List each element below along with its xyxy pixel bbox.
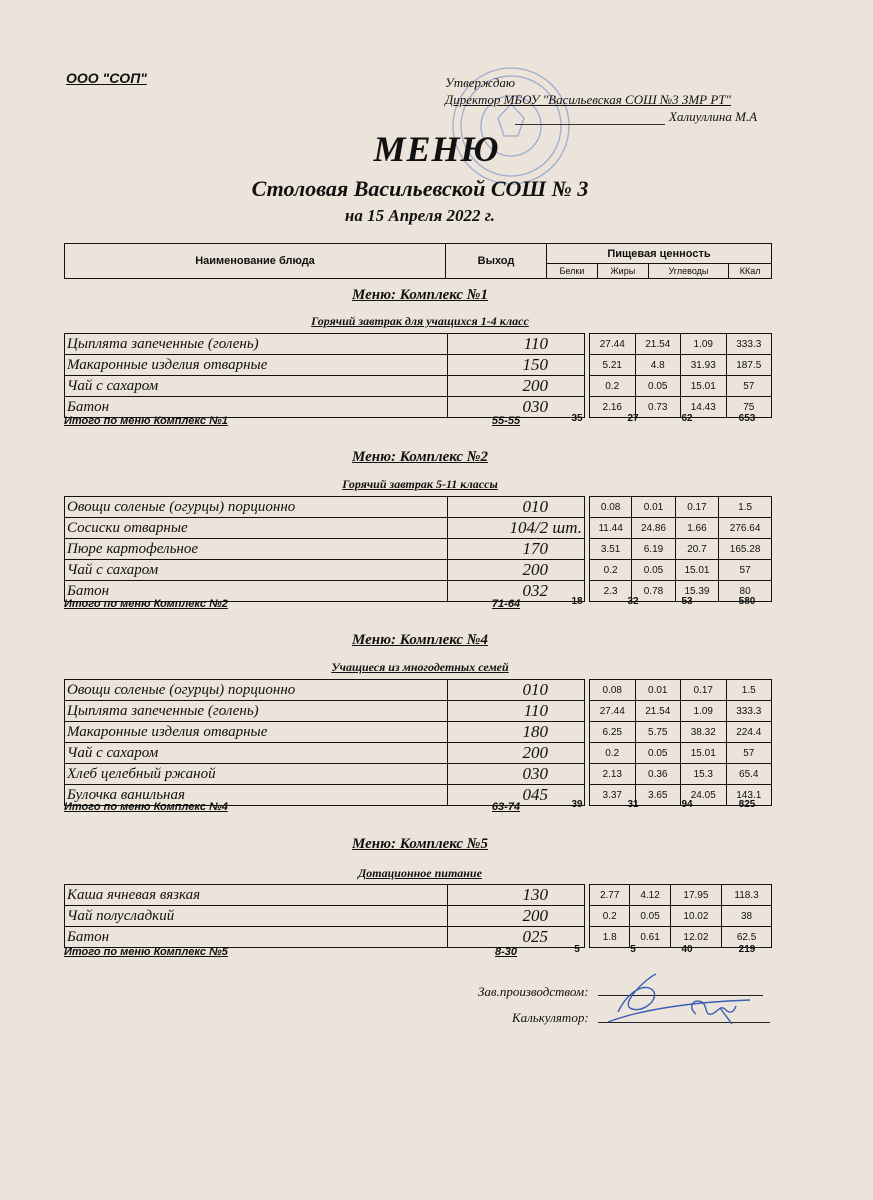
dish-yield: 130: [448, 885, 585, 906]
dish-carbs: 15.01: [681, 376, 727, 397]
table-row: [65, 906, 772, 927]
section-title: Меню: Комплекс №2: [352, 449, 488, 465]
dish-kcal: 224.4: [726, 722, 772, 743]
dish-protein: 0.2: [590, 376, 636, 397]
total-kcal: 580: [738, 596, 756, 607]
total-label: Итого по меню Комплекс №5: [64, 946, 228, 958]
dish-name: Батон: [65, 397, 448, 418]
total-yield: 63-74: [491, 801, 521, 813]
dish-name: Овощи соленые (огурцы) порционно: [65, 497, 448, 518]
table-row: [65, 560, 772, 581]
dish-yield: 104/2 шт.: [448, 518, 585, 539]
dish-protein: 1.8: [590, 927, 630, 948]
dish-fat: 6.19: [632, 539, 675, 560]
table-row: [65, 497, 772, 518]
dish-kcal: 75: [726, 397, 772, 418]
total-yield: 71-64: [491, 598, 521, 610]
page-title: МЕНЮ: [373, 129, 500, 169]
dish-carbs: 15.39: [675, 581, 718, 602]
dish-carbs: 17.95: [670, 885, 721, 906]
dish-protein: 0.2: [590, 906, 630, 927]
section-subtitle: Горячий завтрак 5-11 классы: [342, 477, 498, 491]
dish-carbs: 31.93: [681, 355, 727, 376]
table-row: [65, 539, 772, 560]
column-yield-header: Выход: [446, 244, 547, 279]
dish-kcal: 57: [719, 560, 772, 581]
section-subtitle: Учащиеся из многодетных семей: [331, 660, 509, 674]
dish-fat: 0.73: [635, 397, 681, 418]
column-nutrition-header: Пищевая ценность: [547, 244, 772, 264]
dish-carbs: 0.17: [675, 497, 718, 518]
menu-table: [64, 333, 772, 418]
dish-fat: 21.54: [635, 334, 681, 355]
total-yield: 55-55: [491, 415, 521, 427]
dish-protein: 6.25: [590, 722, 636, 743]
dish-carbs: 10.02: [670, 906, 721, 927]
dish-fat: 4.12: [630, 885, 670, 906]
menu-table: [64, 884, 772, 948]
dish-protein: 2.16: [590, 397, 636, 418]
total-protein: 5: [574, 944, 580, 955]
total-protein: 18: [571, 596, 583, 607]
dish-carbs: 12.02: [670, 927, 721, 948]
column-fat-header: Жиры: [597, 264, 648, 279]
dish-fat: 0.01: [632, 497, 675, 518]
dish-protein: 5.21: [590, 355, 636, 376]
total-label: Итого по меню Комплекс №1: [64, 415, 228, 427]
dish-carbs: 15.01: [681, 743, 727, 764]
total-fat: 5: [630, 944, 636, 955]
dish-kcal: 57: [726, 376, 772, 397]
dish-protein: 27.44: [590, 701, 636, 722]
page-subtitle: Столовая Васильевской СОШ № 3: [251, 176, 589, 201]
dish-protein: 0.2: [590, 743, 636, 764]
menu-date: на 15 Апреля 2022 г.: [344, 206, 496, 225]
total-yield: 8-30: [494, 946, 518, 958]
dish-yield: 170: [448, 539, 585, 560]
table-row: [65, 885, 772, 906]
dish-kcal: 38: [722, 906, 772, 927]
section-title: Меню: Комплекс №4: [352, 632, 488, 648]
dish-yield: 030: [448, 764, 585, 785]
dish-fat: 5.75: [635, 722, 681, 743]
total-carbs: 94: [681, 799, 693, 810]
approval-director-name: Халиуллина М.А: [669, 109, 758, 124]
total-carbs: 62: [681, 413, 693, 424]
table-row: [65, 376, 772, 397]
dish-fat: 0.61: [630, 927, 670, 948]
total-kcal: 653: [738, 413, 756, 424]
table-row: [65, 701, 772, 722]
dish-protein: 11.44: [590, 518, 632, 539]
approval-position: Директор МБОУ "Васильевская СОШ №3 ЗМР РТ": [445, 92, 731, 107]
total-fat: 27: [627, 413, 639, 424]
dish-carbs: 15.01: [675, 560, 718, 581]
production-manager-label: Зав.производством:: [478, 984, 589, 999]
dish-kcal: 1.5: [726, 680, 772, 701]
dish-carbs: 0.17: [681, 680, 727, 701]
calculator-label: Калькулятор:: [512, 1010, 589, 1025]
dish-kcal: 65.4: [726, 764, 772, 785]
total-label: Итого по меню Комплекс №4: [64, 801, 228, 813]
dish-kcal: 62.5: [722, 927, 772, 948]
dish-carbs: 1.66: [675, 518, 718, 539]
dish-carbs: 1.09: [681, 701, 727, 722]
total-fat: 31: [627, 799, 639, 810]
dish-name: Макаронные изделия отварные: [65, 722, 448, 743]
dish-yield: 032: [448, 581, 585, 602]
dish-kcal: 333.3: [726, 334, 772, 355]
dish-protein: 0.08: [590, 680, 636, 701]
dish-fat: 0.05: [632, 560, 675, 581]
dish-protein: 27.44: [590, 334, 636, 355]
dish-protein: 0.08: [590, 497, 632, 518]
dish-kcal: 80: [719, 581, 772, 602]
dish-kcal: 143.1: [726, 785, 772, 806]
dish-yield: 200: [448, 743, 585, 764]
section-title: Меню: Комплекс №1: [352, 287, 488, 303]
dish-carbs: 20.7: [675, 539, 718, 560]
dish-kcal: 165.28: [719, 539, 772, 560]
dish-yield: 025: [448, 927, 585, 948]
dish-fat: 21.54: [635, 701, 681, 722]
director-signature-line: [515, 124, 665, 125]
approval-title: Утверждаю: [445, 75, 516, 90]
dish-fat: 4.8: [635, 355, 681, 376]
dish-fat: 0.78: [632, 581, 675, 602]
dish-fat: 0.05: [630, 906, 670, 927]
approval-block: [445, 74, 757, 125]
dish-name: Булочка ванильная: [65, 785, 448, 806]
dish-name: Пюре картофельное: [65, 539, 448, 560]
dish-kcal: 187.5: [726, 355, 772, 376]
dish-kcal: 1.5: [719, 497, 772, 518]
dish-yield: 200: [448, 906, 585, 927]
table-row: [65, 743, 772, 764]
table-row: [65, 334, 772, 355]
dish-carbs: 1.09: [681, 334, 727, 355]
dish-fat: 3.65: [635, 785, 681, 806]
dish-yield: 045: [448, 785, 585, 806]
menu-table: [64, 679, 772, 806]
column-carbs-header: Углеводы: [648, 264, 728, 279]
dish-carbs: 14.43: [681, 397, 727, 418]
dish-fat: 0.05: [635, 376, 681, 397]
table-row: [65, 680, 772, 701]
dish-fat: 0.36: [635, 764, 681, 785]
dish-yield: 150: [448, 355, 585, 376]
dish-name: Чай полусладкий: [65, 906, 448, 927]
dish-yield: 010: [448, 680, 585, 701]
total-kcal: 219: [738, 944, 756, 955]
table-row: [65, 518, 772, 539]
dish-name: Сосиски отварные: [65, 518, 448, 539]
handwritten-signatures: [600, 968, 770, 1032]
dish-yield: 110: [448, 334, 585, 355]
table-row: [65, 722, 772, 743]
dish-name: Хлеб целебный ржаной: [65, 764, 448, 785]
dish-name: Овощи соленые (огурцы) порционно: [65, 680, 448, 701]
dish-yield: 180: [448, 722, 585, 743]
dish-protein: 2.77: [590, 885, 630, 906]
dish-name: Цыплята запеченные (голень): [65, 701, 448, 722]
dish-protein: 2.3: [590, 581, 632, 602]
section-subtitle: Дотационное питание: [358, 866, 482, 880]
dish-protein: 0.2: [590, 560, 632, 581]
dish-name: Батон: [65, 581, 448, 602]
dish-name: Каша ячневая вязкая: [65, 885, 448, 906]
dish-carbs: 15.3: [681, 764, 727, 785]
dish-fat: 24.86: [632, 518, 675, 539]
dish-yield: 030: [448, 397, 585, 418]
dish-yield: 200: [448, 376, 585, 397]
dish-name: Макаронные изделия отварные: [65, 355, 448, 376]
dish-name: Батон: [65, 927, 448, 948]
dish-protein: 3.51: [590, 539, 632, 560]
dish-name: Чай с сахаром: [65, 376, 448, 397]
total-fat: 32: [627, 596, 639, 607]
section-total: [64, 946, 772, 960]
dish-fat: 0.05: [635, 743, 681, 764]
section-subtitle: Горячий завтрак для учащихся 1-4 класс: [311, 314, 529, 328]
dish-protein: 3.37: [590, 785, 636, 806]
dish-name: Цыплята запеченные (голень): [65, 334, 448, 355]
dish-yield: 110: [448, 701, 585, 722]
dish-kcal: 57: [726, 743, 772, 764]
dish-name: Чай с сахаром: [65, 560, 448, 581]
section-total: [64, 415, 772, 429]
table-row: [65, 764, 772, 785]
table-row: [65, 355, 772, 376]
dish-carbs: 24.05: [681, 785, 727, 806]
dish-kcal: 118.3: [722, 885, 772, 906]
menu-table: [64, 496, 772, 602]
column-header-table: [64, 243, 772, 279]
organization-name: ООО "СОП": [66, 70, 147, 86]
total-protein: 35: [571, 413, 583, 424]
section-title: Меню: Комплекс №5: [352, 836, 488, 852]
section-total: [64, 801, 772, 815]
dish-yield: 010: [448, 497, 585, 518]
total-carbs: 53: [681, 596, 693, 607]
total-carbs: 40: [681, 944, 693, 955]
column-protein-header: Белки: [547, 264, 598, 279]
column-name-header: Наименование блюда: [65, 244, 446, 279]
dish-kcal: 333.3: [726, 701, 772, 722]
total-protein: 39: [571, 799, 583, 810]
dish-name: Чай с сахаром: [65, 743, 448, 764]
column-kcal-header: ККал: [729, 264, 772, 279]
dish-fat: 0.01: [635, 680, 681, 701]
total-kcal: 825: [738, 799, 756, 810]
dish-kcal: 276.64: [719, 518, 772, 539]
section-total: [64, 598, 772, 612]
dish-carbs: 38.32: [681, 722, 727, 743]
total-label: Итого по меню Комплекс №2: [64, 598, 228, 610]
dish-protein: 2.13: [590, 764, 636, 785]
dish-yield: 200: [448, 560, 585, 581]
